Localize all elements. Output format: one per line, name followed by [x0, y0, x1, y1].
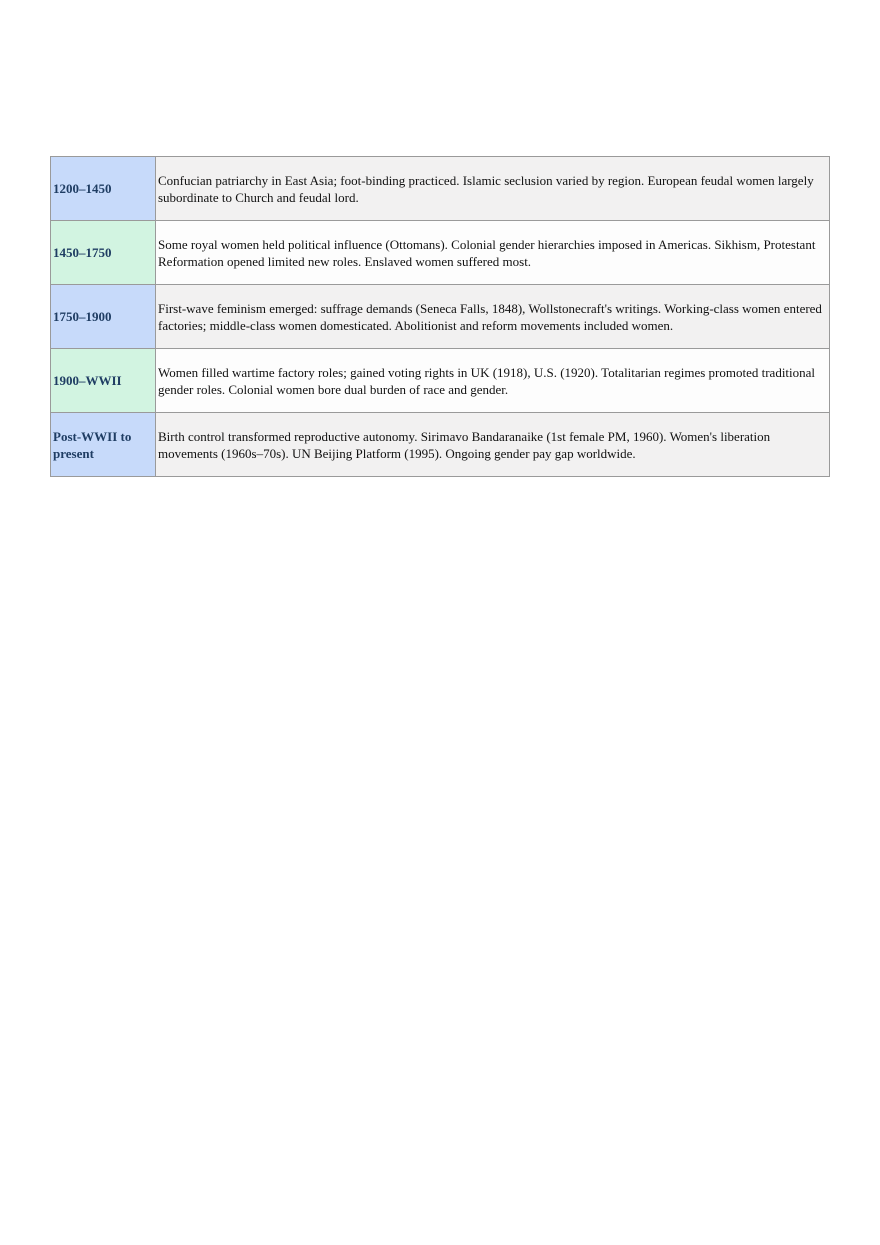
description-cell: Birth control transformed reproductive autonomy. Sirimavo Bandaranaike (1st female PM, 1960). Women's liberation movements (1960s–70s). UN Beijing Platform (1995). Ongoing gender pay gap worldwide.	[156, 413, 830, 477]
description-cell: Some royal women held political influence (Ottomans). Colonial gender hierarchies imposed in Americas. Sikhism, Protestant Reformation opened limited new roles. Enslaved women suffered most.	[156, 221, 830, 285]
table-row	[51, 221, 830, 285]
description-cell: Confucian patriarchy in East Asia; foot-binding practiced. Islamic seclusion varied by region. European feudal women largely subordinate to Church and feudal lord.	[156, 157, 830, 221]
period-cell: Post-WWII to present	[51, 413, 156, 477]
table-row	[51, 157, 830, 221]
description-cell: First-wave feminism emerged: suffrage demands (Seneca Falls, 1848), Wollstonecraft's writings. Working-class women entered factories; middle-class women domesticated. Abolitionist and reform movements included women.	[156, 285, 830, 349]
period-cell: 1450–1750	[51, 221, 156, 285]
period-cell: 1750–1900	[51, 285, 156, 349]
period-cell: 1200–1450	[51, 157, 156, 221]
timeline-table	[50, 156, 830, 477]
table-row	[51, 285, 830, 349]
table-row	[51, 349, 830, 413]
description-cell: Women filled wartime factory roles; gained voting rights in UK (1918), U.S. (1920). Totalitarian regimes promoted traditional gender roles. Colonial women bore dual burden of race and gender.	[156, 349, 830, 413]
period-cell: 1900–WWII	[51, 349, 156, 413]
table-row	[51, 413, 830, 477]
